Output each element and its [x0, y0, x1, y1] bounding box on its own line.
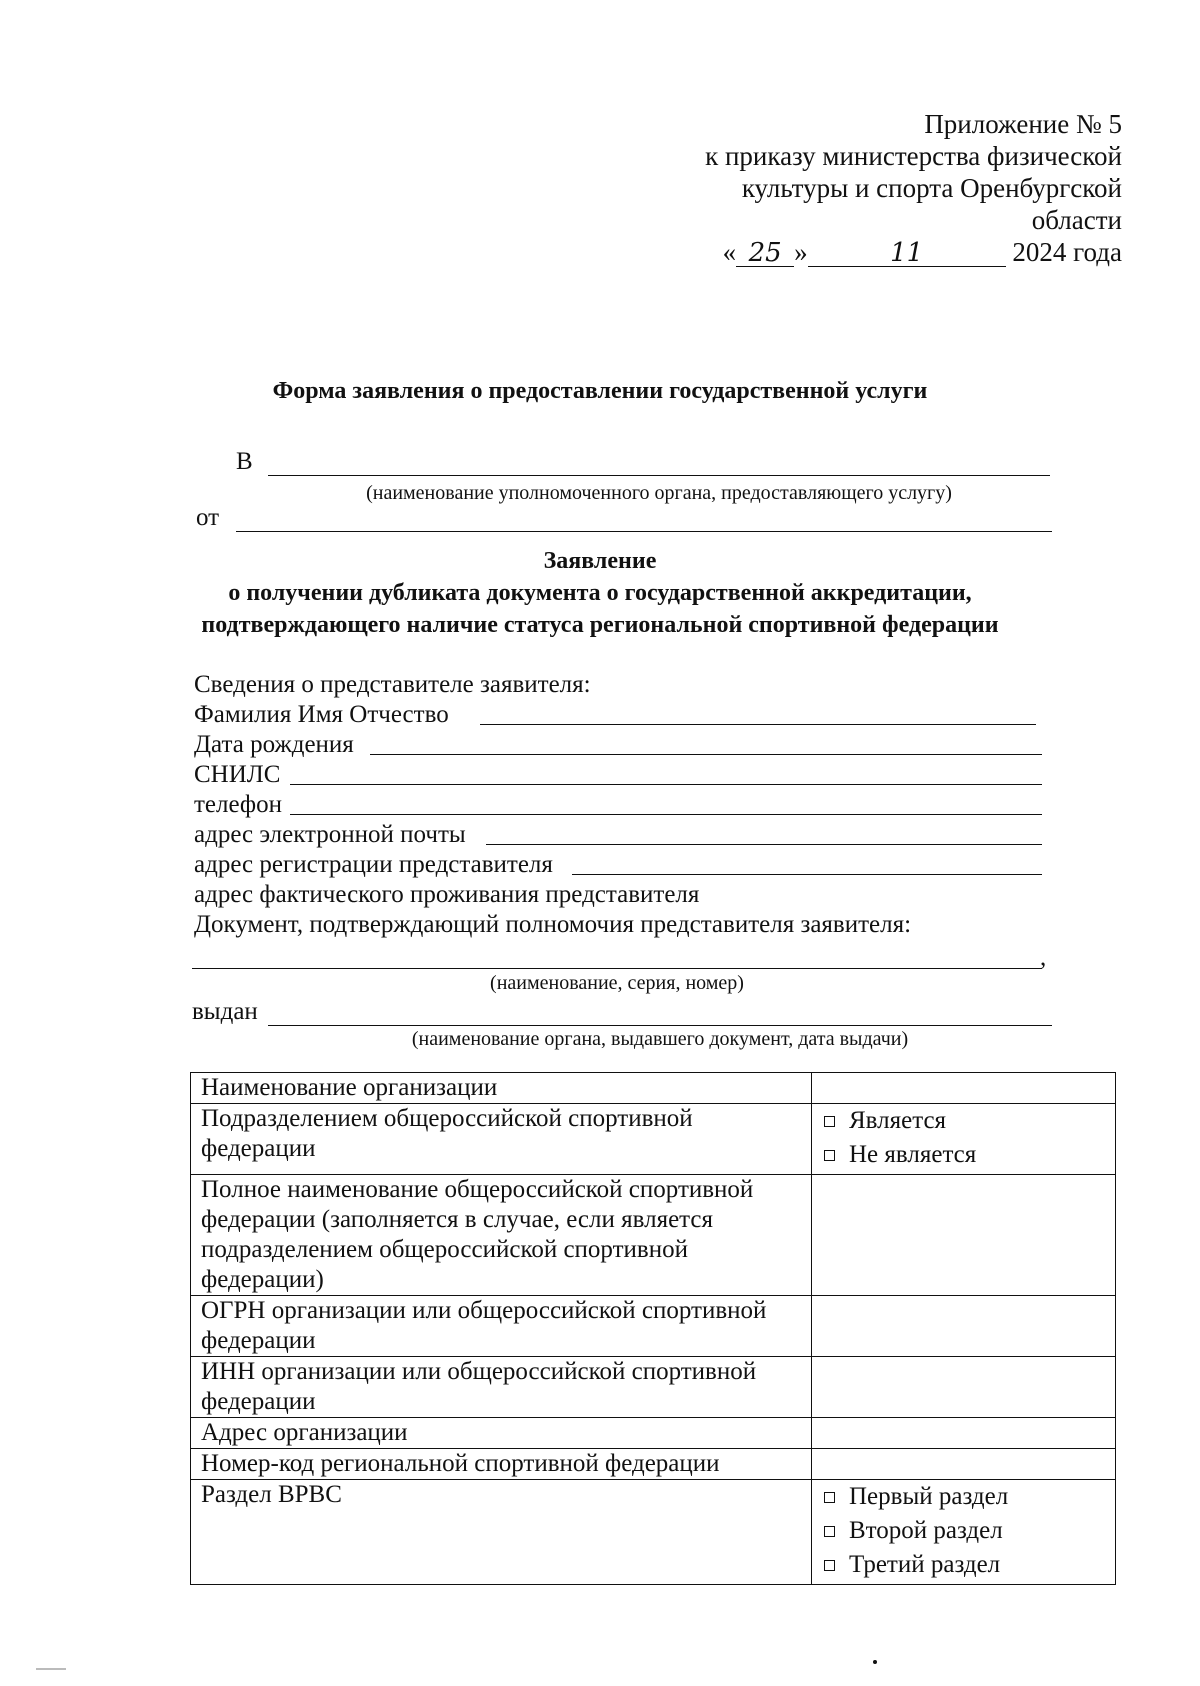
- option-second-section[interactable]: [822, 1516, 1105, 1546]
- option-first-section-label: Первый раздел: [849, 1483, 1009, 1510]
- checkbox-icon[interactable]: [824, 1492, 835, 1503]
- scan-mark: [36, 1668, 66, 1670]
- full-federation-name-label: Полное наименование общероссийской спортивной федерации (заполняется в случае, если является подразделением общероссийской спортивной федерации): [191, 1175, 812, 1296]
- option-second-section-label: Второй раздел: [849, 1517, 1003, 1544]
- authority-doc-comma: ,: [1040, 944, 1047, 971]
- appendix-order-line: к приказу министерства физической: [705, 141, 1122, 171]
- authority-doc-row: [194, 910, 911, 940]
- table-row: [191, 1449, 1116, 1480]
- full-federation-name-value[interactable]: [812, 1175, 1116, 1296]
- option-third-section[interactable]: [822, 1550, 1105, 1580]
- phone-row: [194, 790, 911, 820]
- option-is-not-label: Не является: [849, 1141, 977, 1168]
- option-first-section[interactable]: [822, 1482, 1105, 1512]
- federation-code-label: Номер-код региональной спортивной федерации: [191, 1449, 812, 1480]
- to-label: В: [236, 448, 253, 475]
- org-name-value[interactable]: [812, 1073, 1116, 1104]
- option-third-section-label: Третий раздел: [849, 1551, 1001, 1578]
- reg-address-fill-line[interactable]: [572, 874, 1042, 875]
- snils-fill-line[interactable]: [290, 784, 1042, 785]
- subdivision-label: Подразделением общероссийской спортивной федерации: [191, 1104, 812, 1175]
- birth-date-label: Дата рождения: [194, 731, 354, 758]
- reg-address-label: адрес регистрации представителя: [194, 851, 553, 878]
- table-row: [191, 1073, 1116, 1104]
- fio-fill-line[interactable]: [480, 724, 1036, 725]
- ogrn-label: ОГРН организации или общероссийской спортивной федерации: [191, 1296, 812, 1357]
- from-label: от: [196, 504, 220, 531]
- appendix-number: Приложение № 5: [924, 109, 1122, 139]
- table-row: [191, 1104, 1116, 1175]
- option-is-label: Является: [849, 1107, 947, 1134]
- snils-row: [194, 760, 911, 790]
- checkbox-icon[interactable]: [824, 1526, 835, 1537]
- statement-line-2: о получении дубликата документа о государственной аккредитации,: [228, 580, 972, 606]
- issued-hint: (наименование органа, выдавшего документ, дата выдачи): [411, 1028, 909, 1050]
- checkbox-icon[interactable]: [824, 1150, 835, 1161]
- appendix-date: [705, 236, 1122, 268]
- birth-date-fill-line[interactable]: [370, 754, 1042, 755]
- checkbox-icon[interactable]: [824, 1116, 835, 1127]
- organization-table: [190, 1072, 1116, 1585]
- option-is-not[interactable]: [822, 1140, 1105, 1170]
- to-fill-line[interactable]: [268, 475, 1050, 476]
- form-title: Форма заявления о предоставлении государственной услуги: [272, 378, 928, 404]
- handwritten-day: 25: [736, 240, 794, 267]
- scan-speck: [873, 1660, 877, 1664]
- to-hint: (наименование уполномоченного органа, предоставляющего услугу): [366, 482, 952, 504]
- phone-label: телефон: [194, 791, 282, 818]
- table-row: [191, 1418, 1116, 1449]
- snils-label: СНИЛС: [194, 761, 281, 788]
- actual-address-label: адрес фактического проживания представителя: [194, 881, 700, 908]
- org-address-value[interactable]: [812, 1418, 1116, 1449]
- table-row: [191, 1480, 1116, 1585]
- table-row: [191, 1357, 1116, 1418]
- handwritten-month: 11: [808, 240, 1006, 267]
- inn-label: ИНН организации или общероссийской спортивной федерации: [191, 1357, 812, 1418]
- birth-date-row: [194, 730, 911, 760]
- appendix-ministry-line: культуры и спорта Оренбургской: [741, 173, 1122, 203]
- quote-open: «: [722, 237, 737, 267]
- ogrn-value[interactable]: [812, 1296, 1116, 1357]
- vrvs-section-label: Раздел ВРВС: [191, 1480, 812, 1585]
- authority-doc-label: Документ, подтверждающий полномочия представителя заявителя:: [194, 911, 912, 938]
- checkbox-icon[interactable]: [824, 1560, 835, 1571]
- issued-label: выдан: [192, 998, 258, 1025]
- fio-label: Фамилия Имя Отчество: [194, 701, 449, 728]
- org-address-label: Адрес организации: [191, 1418, 812, 1449]
- email-row: [194, 820, 911, 850]
- authority-doc-fill-line[interactable]: [192, 968, 1042, 969]
- actual-address-row: [194, 880, 911, 910]
- table-row: [191, 1296, 1116, 1357]
- email-label: адрес электронной почты: [194, 821, 466, 848]
- phone-fill-line[interactable]: [290, 814, 1042, 815]
- date-year: 2024 года: [1012, 237, 1122, 267]
- authority-doc-hint: (наименование, серия, номер): [490, 972, 744, 994]
- appendix-header: [705, 108, 1122, 268]
- statement-line-3: подтверждающего наличие статуса региональной спортивной федерации: [201, 612, 999, 638]
- option-is[interactable]: [822, 1106, 1105, 1136]
- statement-title: Заявление: [543, 548, 657, 574]
- appendix-region-line: области: [1031, 205, 1122, 235]
- email-fill-line[interactable]: [486, 844, 1042, 845]
- table-row: [191, 1175, 1116, 1296]
- representative-heading: Сведения о представителе заявителя:: [194, 671, 591, 698]
- representative-section: [194, 670, 911, 940]
- from-fill-line[interactable]: [236, 531, 1052, 532]
- quote-close: »: [794, 237, 808, 267]
- inn-value[interactable]: [812, 1357, 1116, 1418]
- issued-fill-line[interactable]: [268, 1025, 1052, 1026]
- subdivision-options: [812, 1104, 1116, 1175]
- vrvs-section-options: [812, 1480, 1116, 1585]
- org-name-label: Наименование организации: [191, 1073, 812, 1104]
- fio-row: [194, 700, 911, 730]
- reg-address-row: [194, 850, 911, 880]
- federation-code-value[interactable]: [812, 1449, 1116, 1480]
